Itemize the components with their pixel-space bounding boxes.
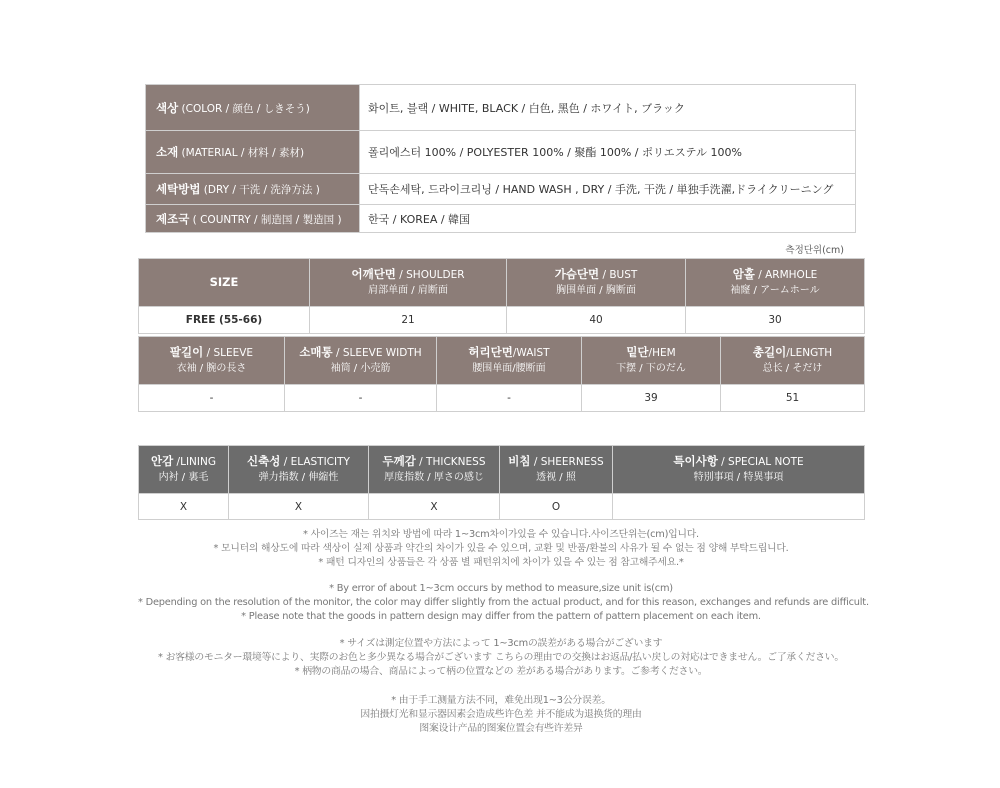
header-waist: 허리단면/WAIST 腰围单面/腰断面 [437, 337, 582, 385]
note-line: * 모니터의 해상도에 따라 색상이 실제 상품과 약간의 차이가 있을 수 있으며, 교환 및 반품/환불의 사유가 될 수 없는 점 양해 부탁드립니다. [213, 543, 789, 554]
notes-english [138, 582, 869, 624]
header-size: SIZE [139, 259, 310, 307]
armhole-value: 30 [686, 307, 865, 334]
note-line: * By error of about 1~3cm occurs by method to measure,size unit is(cm) [329, 583, 673, 594]
note-line: * 사이즈는 재는 위치와 방법에 따라 1~3cm차이가있을 수 있습니다.사이즈단위는(cm)입니다. [303, 529, 699, 540]
info-label: 제조국 ( COUNTRY / 制造国 / 製造国 ) [146, 205, 360, 233]
note-line: * Depending on the resolution of the monitor, the color may differ slightly from the actual product, and for this reason, exchanges and refunds are difficult. [138, 597, 869, 608]
feature-table-header [139, 446, 865, 494]
note-line: 因拍摄灯光和显示器因素会造成些许色差 并不能成为退换货的理由 [360, 709, 642, 720]
size-table-header [139, 259, 865, 307]
header-length: 총길이/LENGTH 总长 / そだけ [721, 337, 865, 385]
header-armhole: 암홀 / ARMHOLE 袖窿 / アームホール [686, 259, 865, 307]
sleeve-value: - [139, 385, 285, 412]
size-table-row [139, 385, 865, 412]
header-thickness: 두께감 / THICKNESS 厚度指数 / 厚さの感じ [369, 446, 500, 494]
hem-value: 39 [582, 385, 721, 412]
note-line: * Please note that the goods in pattern design may differ from the pattern of pattern placement on each item. [241, 611, 761, 622]
header-hem: 밑단/HEM 下摆 / 下のだん [582, 337, 721, 385]
note-line: * 패턴 디자인의 상품들은 각 상품 별 패턴위치에 차이가 있을 수 있는 점 참고해주세요.* [318, 557, 684, 568]
note-line: * 由于手工测量方法不同，难免出现1~3公分误差。 [391, 695, 611, 706]
header-shoulder: 어깨단면 / SHOULDER 肩部单面 / 肩断面 [310, 259, 507, 307]
notes-chinese [138, 694, 864, 736]
elasticity-value: X [229, 494, 369, 520]
note-line: * 柄物の商品の場合、商品によって柄の位置などの 差がある場合があります。ご参考ください。 [294, 666, 708, 677]
note-line: * サイズは測定位置や方法によって 1~3cmの誤差がある場合がございます [339, 638, 663, 649]
length-value: 51 [721, 385, 865, 412]
sheerness-value: O [500, 494, 613, 520]
feature-table [138, 445, 865, 520]
size-table-header [139, 337, 865, 385]
size-table-1 [138, 258, 865, 334]
header-sheerness: 비침 / SHEERNESS 透视 / 照 [500, 446, 613, 494]
bust-value: 40 [507, 307, 686, 334]
feature-table-row [139, 494, 865, 520]
info-label: 색상 (COLOR / 颜色 / しきそう) [146, 85, 360, 131]
measurement-unit-note: 측정단위(cm) [785, 245, 844, 256]
sleeve-width-value: - [285, 385, 437, 412]
size-value: FREE (55-66) [139, 307, 310, 334]
info-row-washing [146, 174, 856, 205]
size-table-2 [138, 336, 865, 412]
header-lining: 안감 /LINING 内衬 / 裏毛 [139, 446, 229, 494]
info-label: 소재 (MATERIAL / 材料 / 素材) [146, 131, 360, 174]
notes-korean [138, 528, 864, 570]
note-line: 图案设计产品的图案位置会有些许差异 [419, 723, 583, 734]
info-value: 한국 / KOREA / 韓国 [360, 205, 856, 233]
info-value: 단독손세탁, 드라이크리닝 / HAND WASH , DRY / 手洗, 干洗 / 単独手洗濯,ドライクリーニング [360, 174, 856, 205]
waist-value: - [437, 385, 582, 412]
header-special-note: 특이사항 / SPECIAL NOTE 特別事項 / 特異事項 [613, 446, 865, 494]
info-row-material [146, 131, 856, 174]
shoulder-value: 21 [310, 307, 507, 334]
special-note-value [613, 494, 865, 520]
header-bust: 가슴단면 / BUST 胸围单面 / 胸断面 [507, 259, 686, 307]
thickness-value: X [369, 494, 500, 520]
product-info-table [145, 84, 856, 233]
info-label: 세탁방법 (DRY / 干洗 / 洗浄方法 ) [146, 174, 360, 205]
info-row-color [146, 85, 856, 131]
info-row-country [146, 205, 856, 233]
info-value: 폴리에스터 100% / POLYESTER 100% / 聚酯 100% / ポリエステル 100% [360, 131, 856, 174]
notes-japanese [138, 637, 864, 679]
lining-value: X [139, 494, 229, 520]
info-value: 화이트, 블랙 / WHITE, BLACK / 白色, 黑色 / ホワイト, ブラック [360, 85, 856, 131]
header-sleeve: 팔길이 / SLEEVE 衣袖 / 腕の長さ [139, 337, 285, 385]
size-table-row [139, 307, 865, 334]
header-elasticity: 신축성 / ELASTICITY 弹力指数 / 伸縮性 [229, 446, 369, 494]
header-sleeve-width: 소매통 / SLEEVE WIDTH 袖筒 / 小売筋 [285, 337, 437, 385]
note-line: * お客様のモニター環境等により、実際のお色と多少異なる場合がございます こちらの理由での交換はお返品/払い戻しの対応はできません。ご了承ください。 [158, 652, 844, 663]
